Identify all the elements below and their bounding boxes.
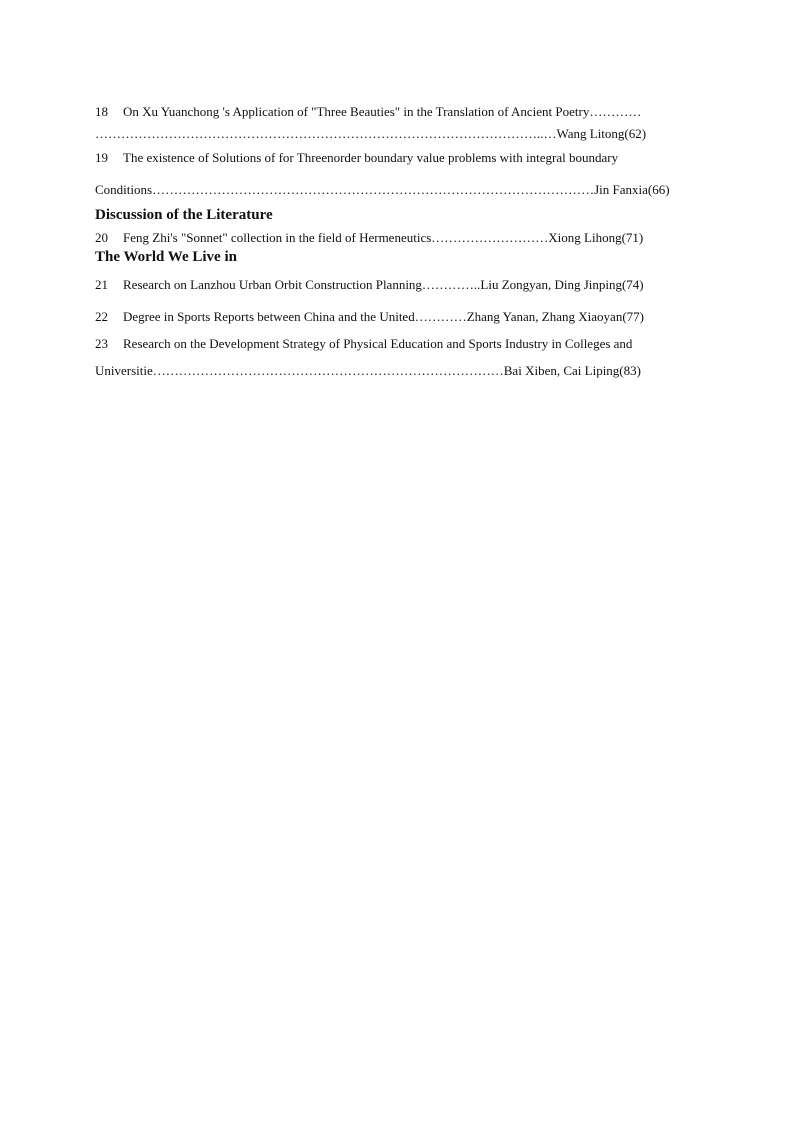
entry-number: 20 [95,230,108,245]
entry-number: 22 [95,309,108,324]
toc-entry-20 [95,230,695,246]
section-heading-discussion: Discussion of the Literature [95,207,273,223]
entry-title: On Xu Yuanchong 's Application of "Three Beauties" in the Translation of Ancient Poetry………… [123,104,642,119]
entry-title: Degree in Sports Reports between China and the United…………Zhang Yanan, Zhang Xiaoyan(77) [123,309,644,324]
toc-entry-21 [95,277,695,293]
toc-entry-19-line-1 [95,150,695,166]
entry-number: 23 [95,336,108,351]
toc-entry-18-line-1 [95,104,695,120]
entry-title: Research on the Development Strategy of Physical Education and Sports Industry in Colleges and [123,336,633,351]
toc-entry-18-line-2: …………………………………………………………………………………………..…Wang Litong(62) [95,126,647,141]
entry-number: 21 [95,277,108,292]
entry-title: The existence of Solutions of for Threenorder boundary value problems with integral boundary [123,150,619,165]
toc-entry-23-line-2: Universitie………………………………………………………………………Bai Xiben, Cai Liping(83) [95,363,641,378]
entry-number: 19 [95,150,108,165]
toc-entry-23-line-1 [95,336,695,352]
toc-entry-22 [95,309,695,325]
entry-title: Feng Zhi's "Sonnet" collection in the field of Hermeneutics………………………Xiong Lihong(71) [123,230,644,245]
section-heading-world: The World We Live in [95,249,237,265]
toc-entry-19-line-2: Conditions…………………………………………………………………………………………Jin Fanxia(66) [95,182,670,197]
entry-title: Research on Lanzhou Urban Orbit Construction Planning…………..Liu Zongyan, Ding Jinping(74) [123,277,644,292]
entry-number: 18 [95,104,108,119]
